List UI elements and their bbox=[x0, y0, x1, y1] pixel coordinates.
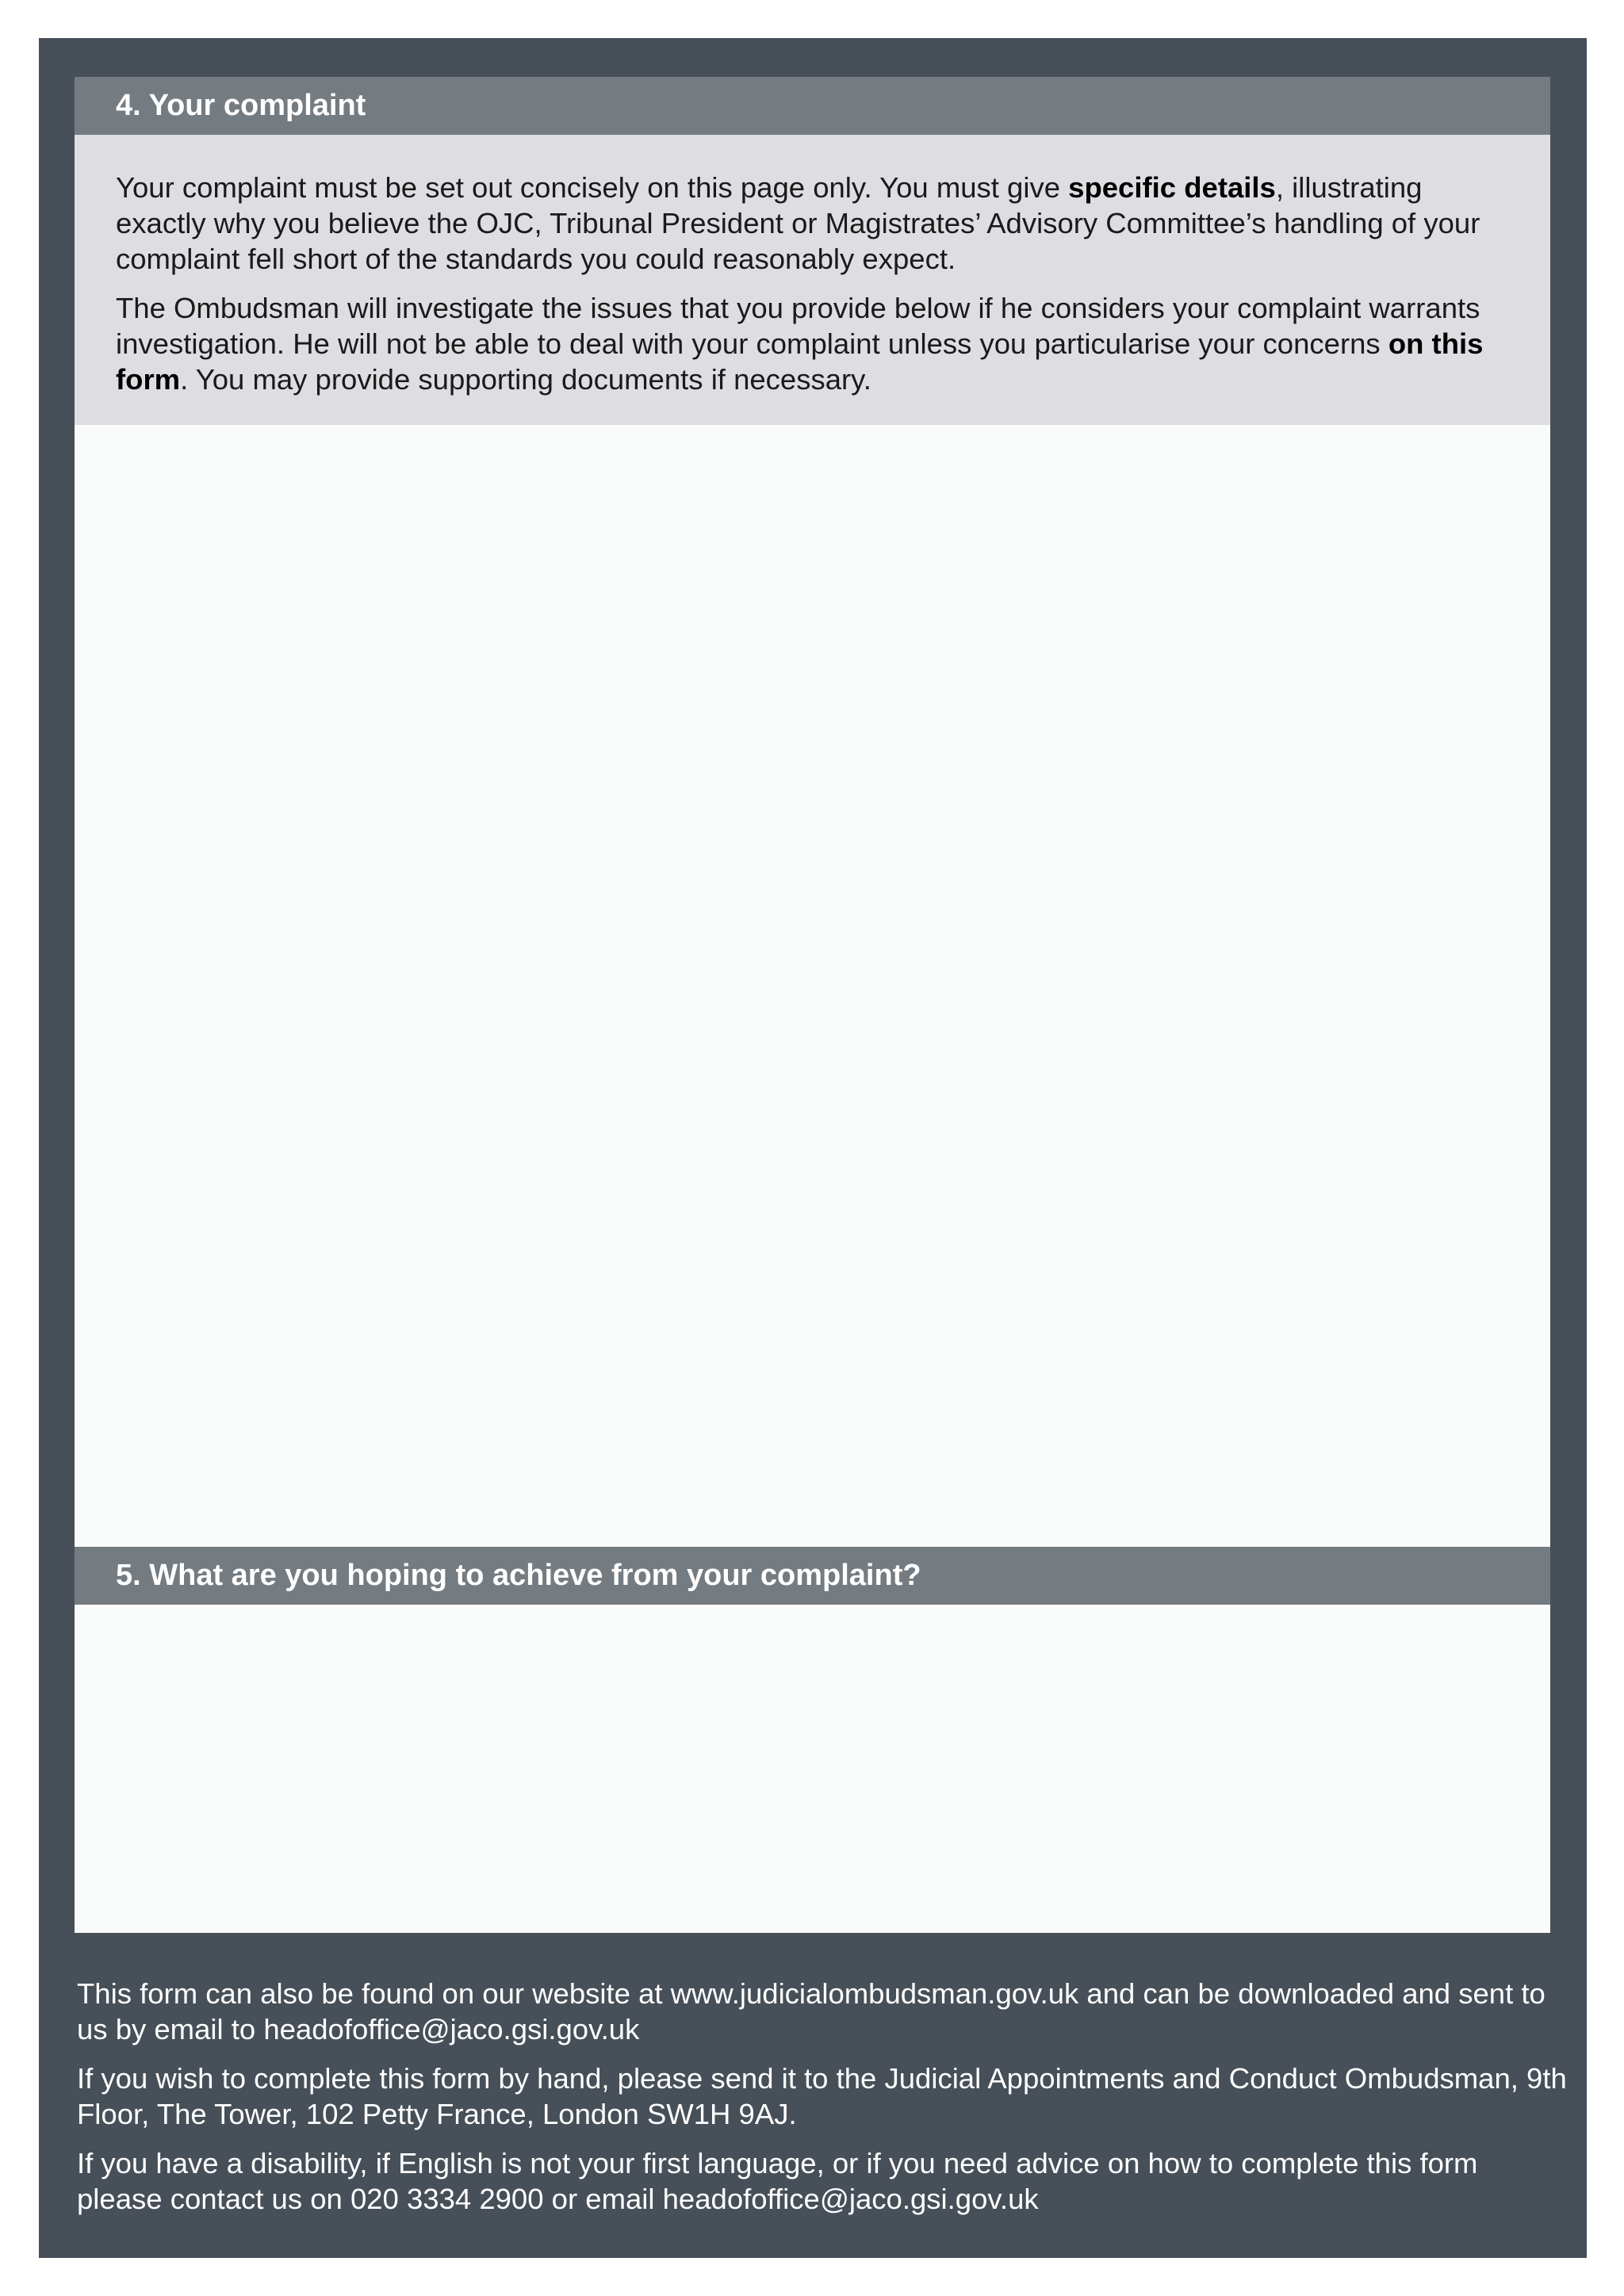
instruction-2-text-end: . You may provide supporting documents if necessary. bbox=[180, 363, 871, 396]
section-4-header bbox=[75, 77, 1550, 135]
desired-outcome-text-area[interactable] bbox=[75, 1605, 1550, 1933]
complaint-text-area[interactable] bbox=[75, 425, 1550, 1547]
section-5-title: 5. What are you hoping to achieve from your complaint? bbox=[116, 1559, 921, 1592]
section-5-header bbox=[75, 1547, 1550, 1605]
footer-website-line: This form can also be found on our website at www.judicialombudsman.gov.uk and can be downloaded and sent to us by email to headofoffice@jaco.gsi.gov.uk bbox=[77, 1977, 1545, 2045]
instruction-2-text: The Ombudsman will investigate the issues that you provide below if he considers your complaint warrants investigation. He will not be able to deal with your complaint unless you particularise your concerns bbox=[116, 292, 1480, 360]
section-4-instructions bbox=[75, 135, 1550, 425]
footer-address-line: If you wish to complete this form by hand, please send it to the Judicial Appointments and Conduct Ombudsman, 9th Floor, The Tower, 102 Petty France, London SW1H 9AJ. bbox=[77, 2062, 1567, 2130]
instruction-1-text: Your complaint must be set out concisely on this page only. You must give bbox=[116, 171, 1069, 204]
section-4-title: 4. Your complaint bbox=[116, 89, 366, 122]
instruction-paragraph-2 bbox=[116, 290, 1503, 397]
footer-contact-line: If you have a disability, if English is not your first language, or if you need advice on how to complete this form please contact us on 020 3334 2900 or email headofoffice@jaco.gsi.gov.uk bbox=[77, 2147, 1478, 2215]
instruction-1-emphasis: specific details bbox=[1068, 171, 1276, 204]
instruction-paragraph-1 bbox=[116, 170, 1503, 277]
footer-info bbox=[77, 1976, 1568, 2230]
instruction-2-emphasis: on this form bbox=[116, 327, 1484, 396]
instruction-1-text-end: , illustrating exactly why you believe the OJC, Tribunal President or Magistrates’ Advisory Committee’s handling of your complaint fell short of the standards you could reasonably expect. bbox=[116, 171, 1480, 275]
